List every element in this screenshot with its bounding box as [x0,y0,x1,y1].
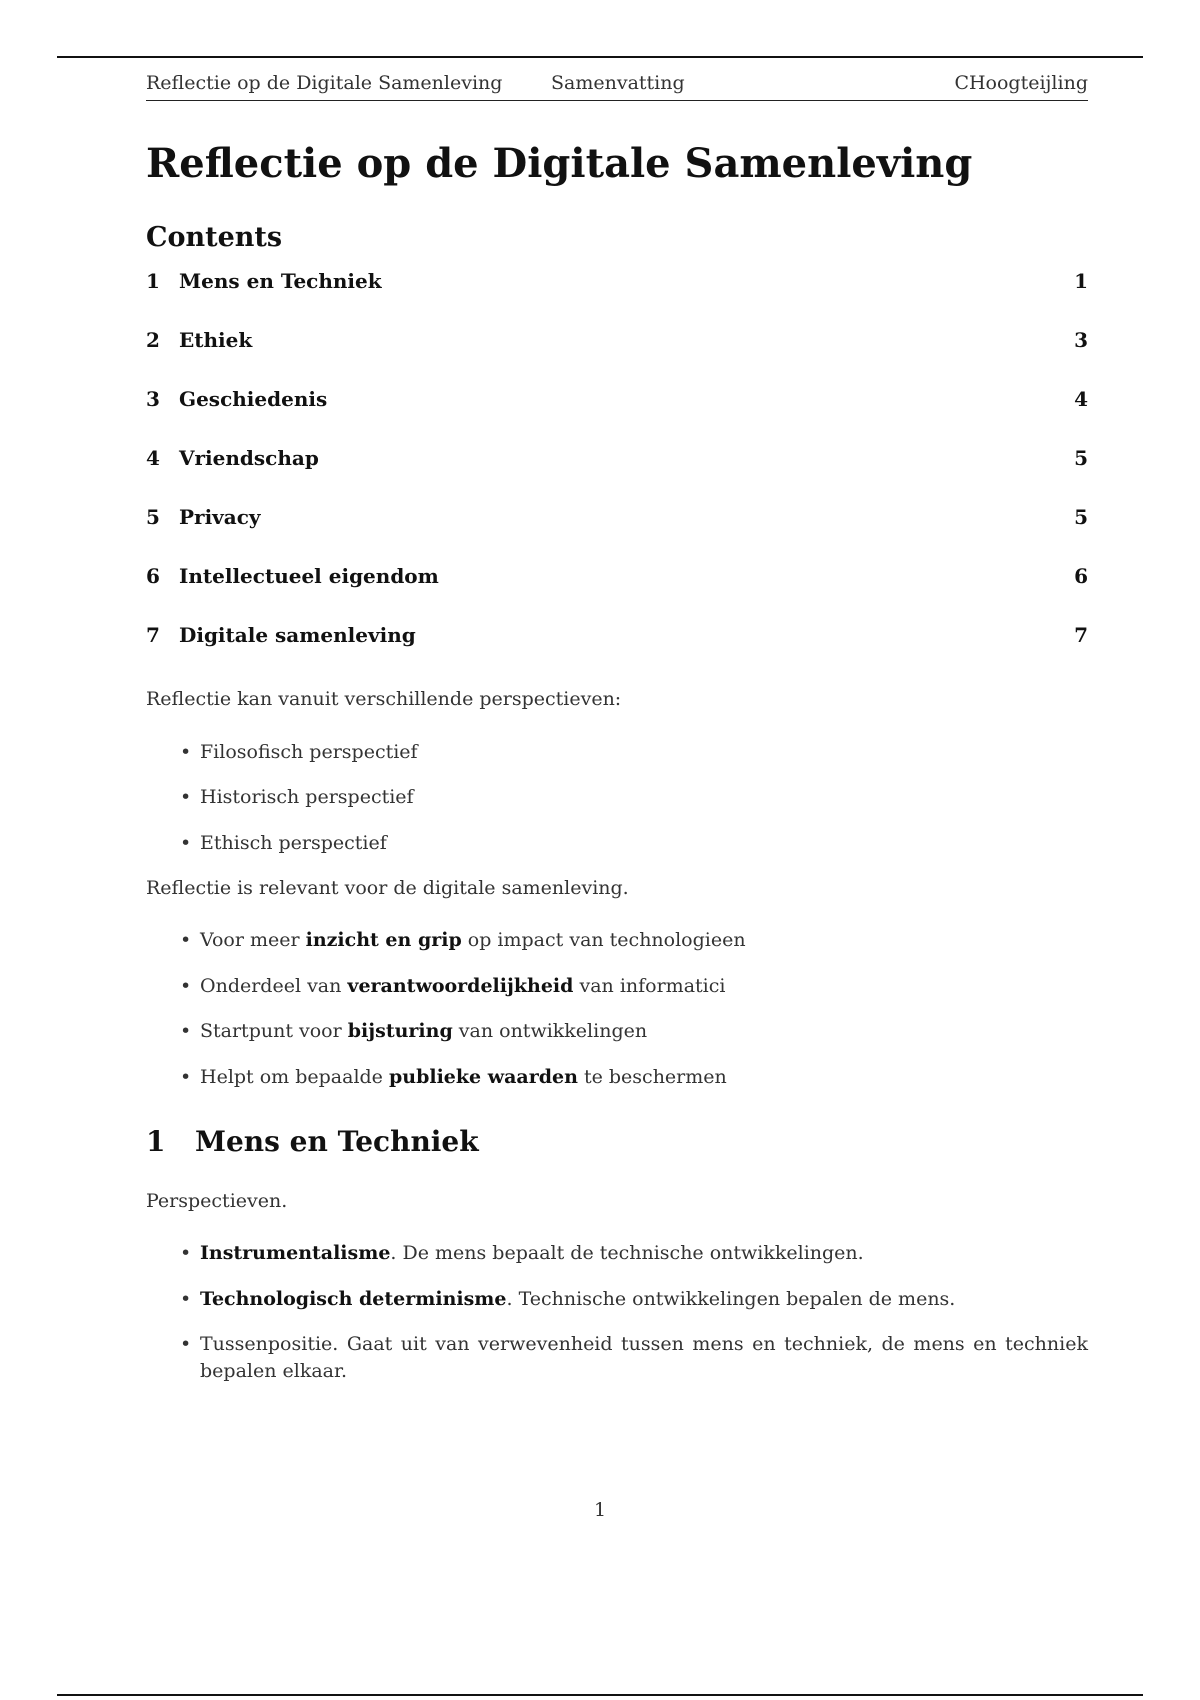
toc-entry[interactable] [146,505,1088,564]
bullet: • [180,928,192,951]
toc-number: 3 [146,387,160,411]
bullet: • [180,740,192,763]
perspectives-list [146,739,1088,857]
toc-title: Ethiek [179,328,253,352]
toc-entry[interactable] [146,269,1088,328]
toc-title: Vriendschap [179,446,319,470]
document-title: Reflectie op de Digitale Samenleving [146,140,973,187]
toc-number: 7 [146,623,160,647]
list-item [146,830,1088,857]
toc-page: 4 [1074,387,1088,411]
header-right: CHoogteijling [954,72,1088,94]
list-item [146,973,1088,1000]
section-heading [146,1125,1088,1158]
toc-number: 5 [146,505,160,529]
toc-entry[interactable] [146,564,1088,623]
toc-entry[interactable] [146,328,1088,387]
list-item-text: Filosofisch perspectief [200,740,418,763]
list-item-text: Voor meer [200,928,306,951]
list-item-text: Helpt om bepaalde [200,1065,389,1088]
list-item [146,1331,1088,1384]
list-item-text: Historisch perspectief [200,786,414,809]
emphasis: verantwoordelijkheid [347,974,574,997]
emphasis: bijsturing [347,1020,453,1043]
table-of-contents [146,269,1088,682]
bullet: • [180,831,192,854]
emphasis: publieke waarden [388,1065,578,1088]
bullet: • [180,1333,192,1356]
list-item [146,1240,1088,1267]
section-intro: Perspectieven. [146,1190,288,1213]
list-item [146,1018,1088,1045]
relevance-list [146,927,1088,1090]
toc-page: 5 [1074,505,1088,529]
list-item-text: . Technische ontwikkelingen bepalen de mens. [506,1287,956,1310]
bullet: • [180,1287,192,1310]
bullet: • [180,1241,192,1264]
toc-title: Digitale samenleving [179,623,416,647]
list-item-text: Onderdeel van [200,974,348,997]
intro-paragraph: Reflectie kan vanuit verschillende perspectieven: [146,688,622,710]
bullet: • [180,1020,192,1043]
bullet: • [180,1065,192,1088]
contents-heading: Contents [146,222,283,253]
toc-number: 2 [146,328,160,352]
toc-number: 1 [146,269,160,293]
list-item-text: Ethisch perspectief [200,831,387,854]
header-left: Reflectie op de Digitale Samenleving [146,72,503,94]
toc-page: 3 [1074,328,1088,352]
section-title: Mens en Techniek [195,1125,479,1159]
list-item-text: op impact van technologieen [461,928,746,951]
relevance-paragraph: Reflectie is relevant voor de digitale samenleving. [146,877,629,900]
bullet: • [180,786,192,809]
emphasis: Technologisch determinisme [200,1287,507,1310]
toc-page: 6 [1074,564,1088,588]
page-number: 1 [593,1499,607,1521]
bullet: • [180,974,192,997]
list-item-text: van informatici [573,974,726,997]
emphasis: Instrumentalisme [200,1241,391,1264]
toc-page: 5 [1074,446,1088,470]
bottom-rule [57,1694,1143,1696]
list-item [146,1286,1088,1313]
running-header [146,70,1088,101]
toc-title: Mens en Techniek [179,269,382,293]
section-list [146,1240,1088,1384]
list-item-text: Startpunt voor [200,1020,348,1043]
toc-number: 4 [146,446,160,470]
toc-page: 1 [1074,269,1088,293]
toc-entry[interactable] [146,446,1088,505]
list-item-text: Tussenpositie. Gaat uit van verwevenheid tussen mens en techniek, de mens en techniek bepalen elkaar. [200,1333,1088,1382]
list-item-text: te beschermen [577,1065,727,1088]
toc-entry[interactable] [146,387,1088,446]
toc-page: 7 [1074,623,1088,647]
list-item [146,784,1088,811]
toc-entry[interactable] [146,623,1088,682]
list-item [146,739,1088,766]
list-item [146,1064,1088,1091]
list-item [146,927,1088,954]
toc-title: Privacy [179,505,261,529]
header-middle: Samenvatting [551,72,685,94]
page-content [146,130,1088,1403]
list-item-text: van ontwikkelingen [452,1020,648,1043]
toc-title: Geschiedenis [179,387,328,411]
list-item-text: . De mens bepaalt de technische ontwikkelingen. [390,1241,864,1264]
toc-number: 6 [146,564,160,588]
top-rule [57,56,1143,58]
section-number: 1 [146,1125,166,1159]
toc-title: Intellectueel eigendom [179,564,439,588]
emphasis: inzicht en grip [305,928,462,951]
